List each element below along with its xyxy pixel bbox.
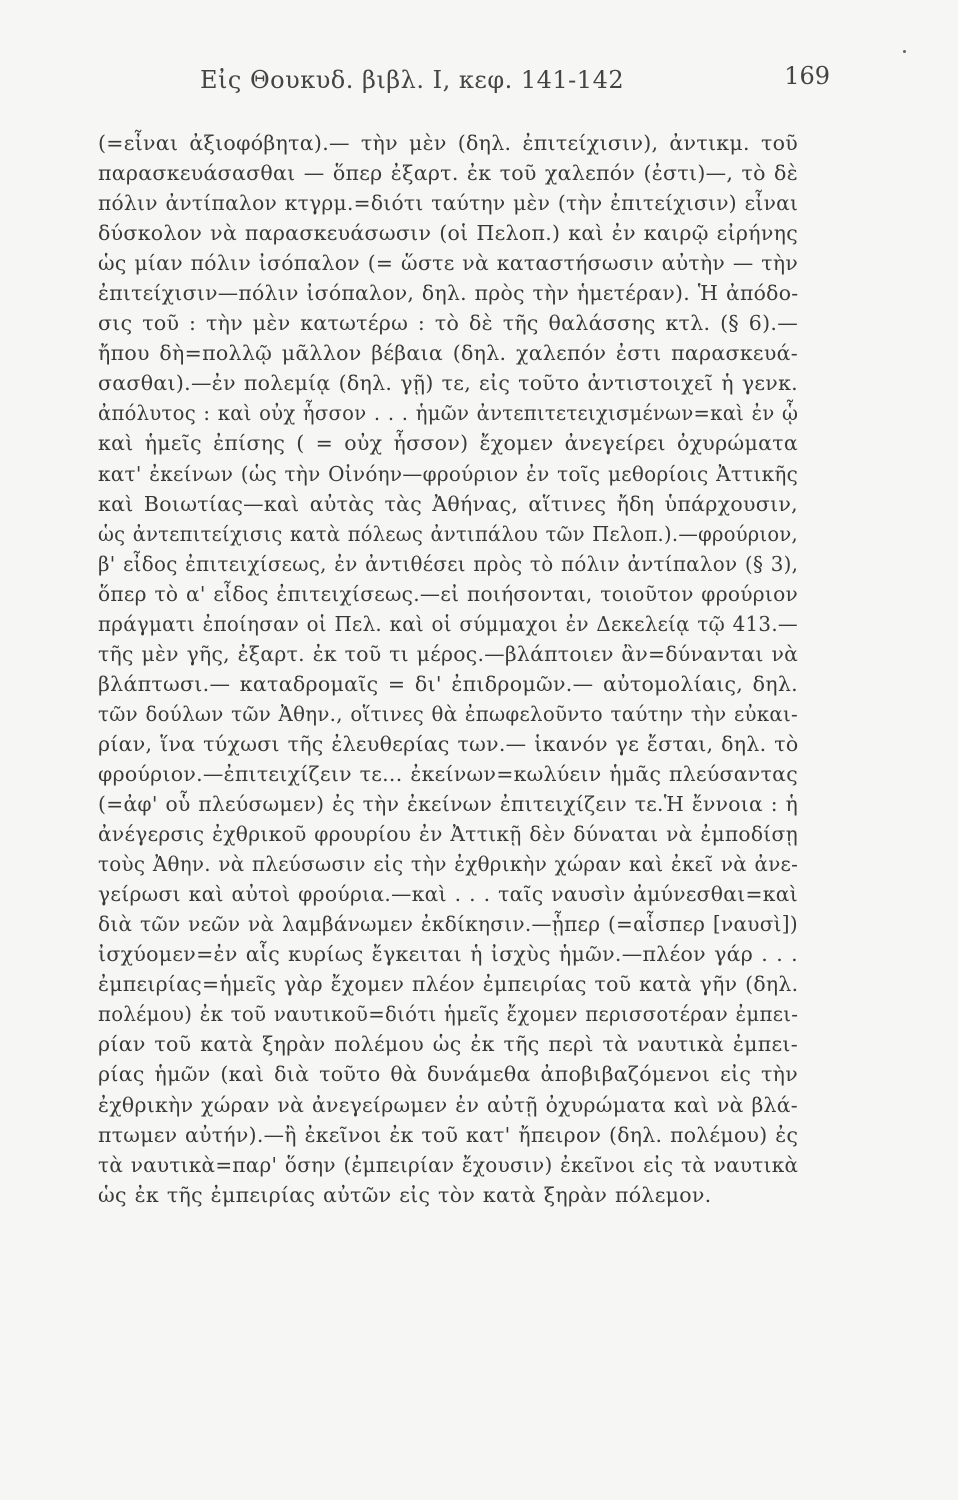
text-line: πτωμεν αὐτήν).—ἢ ἐκεῖνοι ἐκ τοῦ κατ' ἤπειρον (δηλ. πολέμου) ἐς (98, 1122, 799, 1147)
text-line: φρούριον.—ἐπιτειχίζειν τε... ἐκείνων=κωλύειν ἡμᾶς πλεύσαντας (98, 761, 798, 786)
text-line: ἐχθρικὴν χώραν νὰ ἀνεγείρωμεν ἐν αὐτῇ ὀχυρώματα καὶ νὰ βλά- (98, 1092, 798, 1117)
text-line: ὡς ἀντεπιτείχισις κατὰ πόλεως ἀντιπάλου τῶν Πελοπ.).—φρούριον, (98, 521, 798, 546)
text-line: διὰ τῶν νεῶν νὰ λαμβάνωμεν ἐκδίκησιν.—ᾗπερ (=αἷσπερ [ναυσὶ]) (98, 912, 799, 937)
text-line: τῆς μὲν γῆς, ἐξαρτ. ἐκ τοῦ τι μέρος.—βλάπτοιεν ἂν=δύνανται νὰ (98, 641, 799, 666)
text-line: ὡς μίαν πόλιν ἰσόπαλον (= ὥστε νὰ καταστήσωσιν αὐτὴν — τὴν (98, 251, 799, 276)
text-line: καὶ Βοιωτίας—καὶ αὐτὰς τὰς Ἀθήνας, αἵτινες ἤδη ὑπάρχουσιν, (98, 491, 798, 516)
text-line: β' εἶδος ἐπιτειχίσεως, ἐν ἀντιθέσει πρὸς τὸ πόλιν ἀντίπαλον (§ 3), (98, 551, 799, 576)
text-line: ἀνέγερσις ἐχθρικοῦ φρουρίου ἐν Ἀττικῇ δὲν δύναται νὰ ἐμποδίσῃ (98, 822, 798, 847)
running-head: Εἰς Θουκυδ. βιβλ. I, κεφ. 141-142 (200, 66, 625, 94)
text-line: τοὺς Ἀθην. νὰ πλεύσωσιν εἰς τὴν ἐχθρικὴν χώραν καὶ ἐκεῖ νὰ ἀνε- (98, 852, 799, 877)
text-line: παρασκευάσασθαι — ὅπερ ἐξαρτ. ἐκ τοῦ χαλεπόν (ἐστι)—, τὸ δὲ (98, 161, 798, 186)
text-line: ἐμπειρίας=ἡμεῖς γὰρ ἔχομεν πλέον ἐμπειρίας τοῦ κατὰ γῆν (δηλ. (98, 972, 799, 997)
text-line: τῶν δούλων τῶν Ἀθην., οἵτινες θὰ ἐπωφελοῦντο ταύτην τὴν εὐκαι- (98, 701, 799, 726)
ink-speck (903, 50, 906, 53)
text-line: (=ἀφ' οὗ πλεύσωμεν) ἐς τὴν ἐκείνων ἐπιτειχίζειν τε.Ἡ ἔννοια : ἡ (98, 792, 798, 817)
text-line: ὡς ἐκ τῆς ἐμπειρίας αὐτῶν εἰς τὸν κατὰ ξηρὰν πόλεμον. (98, 1182, 712, 1207)
text-line: σασθαι).—ἐν πολεμίᾳ (δηλ. γῇ) τε, εἰς τοῦτο ἀντιστοιχεῖ ἡ γενκ. (98, 371, 798, 396)
text-line: ρίας ἡμῶν (καὶ διὰ τοῦτο θὰ δυνάμεθα ἀποβιβαζόμενοι εἰς τὴν (98, 1062, 798, 1087)
text-line: κατ' ἐκείνων (ὡς τὴν Οἰνόην—φρούριον ἐν τοῖς μεθορίοις Ἀττικῆς (98, 461, 799, 486)
text-line: ρίαν τοῦ κατὰ ξηρὰν πολέμου ὡς ἐκ τῆς περὶ τὰ ναυτικὰ ἐμπει- (98, 1032, 798, 1057)
text-line: ἰσχύομεν=ἐν αἷς κυρίως ἔγκειται ἡ ἰσχὺς ἡμῶν.—πλέον γάρ . . . (98, 942, 798, 967)
text-line: πόλιν ἀντίπαλον κτγρμ.=διότι ταύτην μὲν (τὴν ἐπιτείχισιν) εἶναι (98, 191, 799, 216)
text-line: ὅπερ τὸ α' εἶδος ἐπιτειχίσεως.—εἰ ποιήσονται, τοιοῦτον φρούριον (98, 581, 799, 606)
commentary-text (98, 128, 798, 1210)
text-line: (=εἶναι ἀξιοφόβητα).— τὴν μὲν (δηλ. ἐπιτείχισιν), ἀντικμ. τοῦ (98, 131, 798, 155)
text-line: ἤπου δὴ=πολλῷ μᾶλλον βέβαια (δηλ. χαλεπόν ἐστι παρασκευά- (98, 341, 798, 366)
text-line: δύσκολον νὰ παρασκευάσωσιν (οἱ Πελοπ.) καὶ ἐν καιρῷ εἰρήνης (98, 221, 798, 246)
page-number: 169 (784, 62, 830, 90)
text-line: πράγματι ἐποίησαν οἱ Πελ. καὶ οἱ σύμμαχοι ἐν Δεκελείᾳ τῷ 413.— (98, 611, 798, 636)
text-line: σις τοῦ : τὴν μὲν κατωτέρω : τὸ δὲ τῆς θαλάσσης κτλ. (§ 6).— (98, 311, 798, 336)
text-line: ἀπόλυτος : καὶ οὐχ ἧσσον . . . ἡμῶν ἀντεπιτετειχισμένων=καὶ ἐν ᾧ (98, 401, 799, 426)
page-header (180, 62, 830, 102)
text-line: τὰ ναυτικὰ=παρ' ὅσην (ἐμπειρίαν ἔχουσιν) ἐκεῖνοι εἰς τὰ ναυτικὰ (98, 1152, 799, 1177)
text-line: ἐπιτείχισιν—πόλιν ἰσόπαλον, δηλ. πρὸς τὴν ἡμετέραν). Ἡ ἀπόδο- (98, 281, 799, 306)
text-line: ρίαν, ἵνα τύχωσι τῆς ἐλευθερίας των.— ἱκανόν γε ἔσται, δηλ. τὸ (98, 731, 799, 756)
text-line: πολέμου) ἐκ τοῦ ναυτικοῦ=διότι ἡμεῖς ἔχομεν περισσοτέραν ἐμπει- (98, 1002, 799, 1027)
text-line: καὶ ἡμεῖς ἐπίσης ( = οὐχ ἧσσον) ἔχομεν ἀνεγείρει ὀχυρώματα (98, 431, 798, 456)
text-line: βλάπτωσι.— καταδρομαῖς = δι' ἐπιδρομῶν.— αὐτομολίαις, δηλ. (98, 671, 798, 696)
text-line: γείρωσι καὶ αὐτοὶ φρούρια.—καὶ . . . ταῖς ναυσὶν ἀμύνεσθαι=καὶ (98, 882, 798, 907)
